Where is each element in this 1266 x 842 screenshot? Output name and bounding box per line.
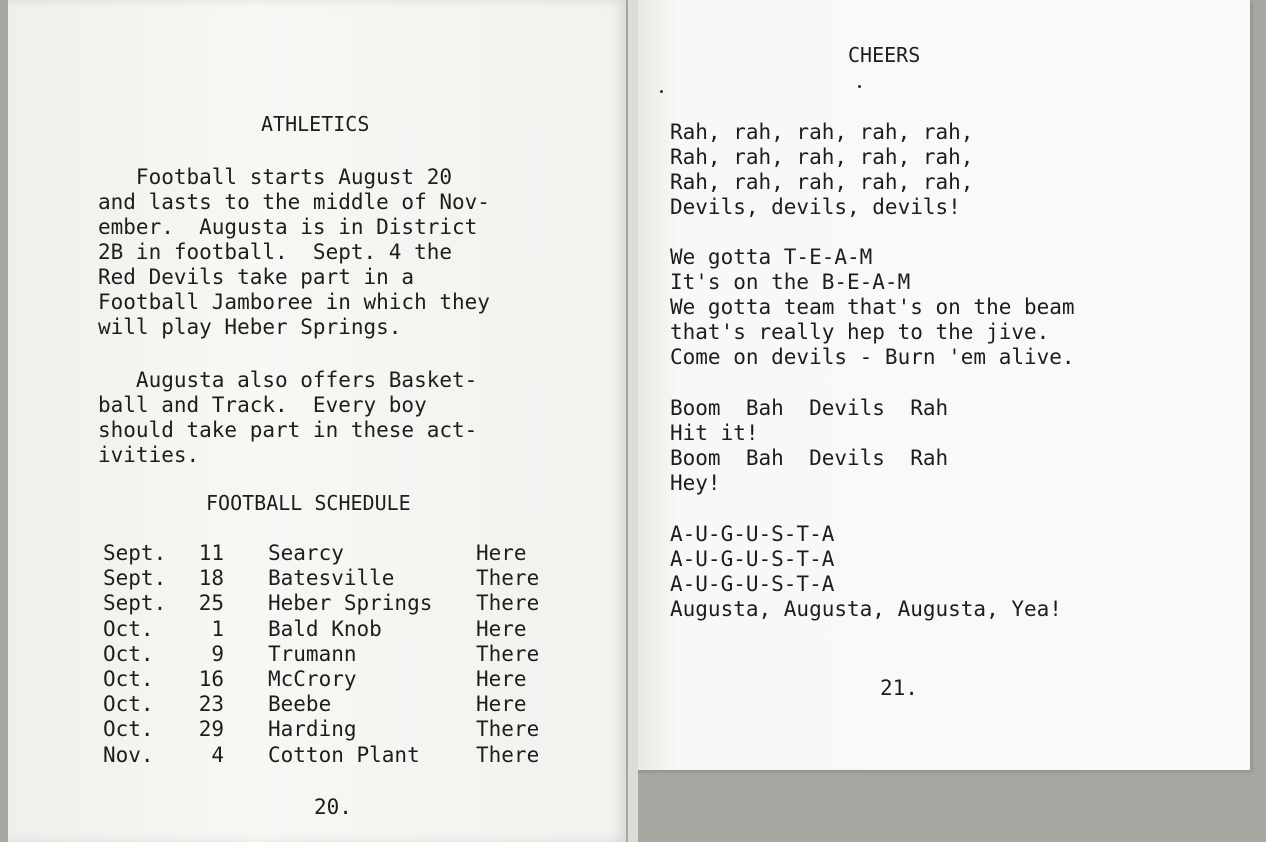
schedule-day: 4	[211, 742, 224, 767]
cheer-line: Rah, rah, rah, rah, rah,	[670, 120, 974, 144]
schedule-month: Oct.	[103, 692, 154, 717]
cheer-line: Augusta, Augusta, Augusta, Yea!	[670, 597, 1062, 621]
schedule-location: Here	[476, 667, 527, 691]
schedule-month: Oct.	[103, 641, 154, 666]
schedule-location: There	[476, 717, 540, 742]
paragraph-line: and lasts to the middle of Nov-	[98, 190, 490, 214]
cheer-line: We gotta T-E-A-M	[670, 245, 873, 269]
schedule-day: 29	[198, 717, 224, 742]
schedule-location: Here	[476, 541, 527, 565]
schedule-opponent: Batesville	[268, 566, 395, 591]
page-edge	[628, 0, 638, 842]
cheer-line: Boom Bah Devils Rah	[670, 446, 949, 470]
schedule-location: There	[476, 641, 540, 666]
ink-speck	[858, 85, 861, 88]
paragraph-line: will play Heber Springs.	[98, 315, 402, 339]
paragraph-line: Red Devils take part in a	[98, 265, 415, 289]
paragraph-line: ember. Augusta is in District	[98, 215, 478, 239]
cheer-line: It's on the B-E-A-M	[670, 270, 911, 294]
schedule-opponent: Searcy	[268, 541, 344, 565]
cheer-line: A-U-G-U-S-T-A	[670, 572, 835, 596]
schedule-opponent: Harding	[268, 717, 357, 742]
paragraph-line: ball and Track. Every boy	[98, 393, 427, 417]
schedule-location: There	[476, 566, 540, 591]
page-number: 20.	[314, 795, 352, 819]
schedule-opponent: McCrory	[268, 667, 357, 691]
schedule-location: There	[476, 591, 540, 616]
cheer-line: We gotta team that's on the beam	[670, 295, 1075, 319]
cheer-line: Boom Bah Devils Rah	[670, 396, 949, 420]
paragraph-line: should take part in these act-	[98, 418, 478, 442]
cheer-line: Rah, rah, rah, rah, rah,	[670, 170, 974, 194]
schedule-location: Here	[476, 616, 527, 641]
schedule-opponent: Trumann	[268, 641, 357, 666]
cheer-line: Hey!	[670, 471, 721, 495]
schedule-location: Here	[476, 692, 527, 717]
athletics-heading: ATHLETICS	[261, 112, 370, 136]
page-number: 21.	[880, 676, 918, 700]
schedule-month: Nov.	[103, 742, 154, 767]
schedule-month: Oct.	[103, 717, 154, 742]
paragraph-line: 2B in football. Sept. 4 the	[98, 240, 453, 264]
schedule-day: 1	[211, 616, 224, 641]
cheer-line: Rah, rah, rah, rah, rah,	[670, 145, 974, 169]
right-page	[628, 0, 1250, 770]
schedule-opponent: Beebe	[268, 692, 332, 717]
schedule-day: 18	[198, 566, 224, 591]
paragraph-line: ivities.	[98, 443, 200, 467]
paragraph-line: Augusta also offers Basket-	[98, 368, 478, 392]
schedule-day: 9	[211, 641, 224, 666]
paragraph-line: Football starts August 20	[98, 165, 453, 189]
cheer-line: A-U-G-U-S-T-A	[670, 522, 835, 546]
schedule-day: 11	[198, 541, 224, 565]
schedule-month: Sept.	[103, 566, 167, 591]
schedule-opponent: Cotton Plant	[268, 742, 420, 767]
schedule-day: 23	[198, 692, 224, 717]
schedule-heading: FOOTBALL SCHEDULE	[206, 491, 411, 515]
schedule-day: 16	[198, 667, 224, 691]
schedule-month: Oct.	[103, 616, 154, 641]
cheer-line: Hit it!	[670, 421, 759, 445]
schedule-location: There	[476, 742, 540, 767]
cheer-line: Devils, devils, devils!	[670, 195, 961, 219]
cheer-line: Come on devils - Burn 'em alive.	[670, 345, 1075, 369]
schedule-month: Sept.	[103, 541, 167, 565]
left-page	[8, 0, 626, 842]
schedule-month: Sept.	[103, 591, 167, 616]
schedule-month: Oct.	[103, 667, 154, 691]
schedule-opponent: Bald Knob	[268, 616, 382, 641]
cheer-line: that's really hep to the jive.	[670, 320, 1050, 344]
schedule-opponent: Heber Springs	[268, 591, 433, 616]
paragraph-line: Football Jamboree in which they	[98, 290, 490, 314]
schedule-day: 25	[198, 591, 224, 616]
cheer-line: A-U-G-U-S-T-A	[670, 547, 835, 571]
cheers-heading: CHEERS	[848, 43, 921, 67]
ink-speck	[660, 90, 663, 93]
